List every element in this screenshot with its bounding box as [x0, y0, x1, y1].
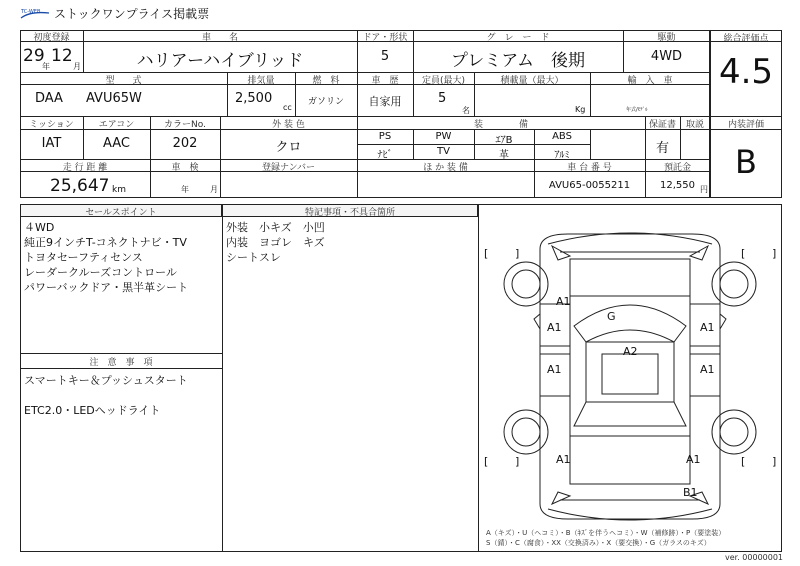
overall-score: 4.5: [718, 52, 774, 92]
label-other-equip: ほ か 装 備: [423, 163, 468, 173]
damage-mark: A1: [547, 363, 562, 376]
label-deposit: 預託金: [663, 163, 691, 173]
deposit-value: 12,550: [660, 180, 695, 191]
equip-abs: ABS: [552, 131, 572, 142]
drive-value: 4WD: [650, 49, 683, 64]
damage-mark: B1: [683, 486, 698, 499]
label-model: 型 式: [105, 76, 142, 86]
doors-value: 5: [380, 49, 390, 64]
sales-line: パワーバックドア・黒半革シート: [24, 281, 189, 294]
label-mission: ミッション: [29, 120, 74, 130]
label-overall-score: 総合評価点: [723, 34, 769, 44]
notes-line: 内装 ヨゴレ キズ: [226, 236, 325, 249]
damage-mark: A1: [556, 453, 571, 466]
load-unit: Kg: [575, 105, 586, 114]
notes-label: 特記事項・不具合箇所: [304, 208, 395, 218]
reg-year-unit: 年: [42, 62, 50, 71]
history-value: 自家用: [368, 95, 402, 108]
bracket-close: ]: [772, 247, 777, 260]
mission-value: IAT: [41, 136, 62, 151]
color-no-value: 202: [172, 136, 198, 151]
reg-month: 12: [51, 46, 73, 66]
damage-mark: A2: [623, 345, 638, 358]
chassis-value: AVU65-0055211: [548, 180, 631, 191]
damage-mark: A1: [700, 363, 715, 376]
page-title: ストックワンプライス掲載票: [54, 7, 210, 21]
sales-line: ４WD: [24, 221, 55, 234]
mileage-value: 25,647: [50, 176, 110, 196]
displacement-value: 2,500: [235, 91, 273, 106]
bracket-close: ]: [515, 455, 520, 468]
equip-ps: PS: [378, 131, 392, 142]
bracket-open: [: [484, 455, 489, 468]
logo-text: TC-WEB: [21, 9, 41, 15]
sales-label: セールスポイント: [85, 208, 157, 218]
version-label: ver. 00000001: [725, 553, 784, 562]
label-first-reg: 初度登録: [33, 33, 70, 43]
label-history: 車 歴: [371, 76, 399, 86]
sales-line: レーダークルーズコントロール: [24, 266, 177, 279]
aircon-value: AAC: [103, 136, 130, 151]
label-capacity: 定員(最大): [421, 76, 466, 86]
car-name: ハリアーハイブリッド: [136, 51, 304, 71]
equip-airbag: ｴｱB: [495, 135, 513, 146]
caution-label: 注 意 事 項: [89, 358, 153, 368]
damage-mark: G: [607, 310, 616, 323]
damage-mark: A1: [547, 321, 562, 334]
legend-line: A（キズ）・U（ヘコミ）・B（ｷｽﾞを伴うヘコミ）・W（補修跡）・P（要塗装）: [486, 529, 726, 537]
bracket-close: ]: [772, 455, 777, 468]
label-aircon: エアコン: [98, 120, 135, 130]
label-grade: グ レ ー ド: [486, 33, 550, 43]
insp-year-unit: 年: [181, 185, 189, 194]
ext-color-value: クロ: [275, 140, 302, 155]
insp-month-unit: 月: [210, 185, 218, 194]
label-ext-color: 外 装 色: [272, 120, 305, 130]
label-plate: 登録ナンバー: [262, 163, 315, 173]
label-warranty: 保証書: [648, 120, 676, 130]
caution-line: ETC2.0・LEDヘッドライト: [24, 404, 161, 417]
label-equipment: 装 備: [473, 120, 528, 130]
car-damage-diagram: [478, 204, 782, 552]
warranty-value: 有: [655, 141, 669, 156]
label-color-no: カラーNo.: [164, 120, 206, 130]
bracket-open: [: [741, 455, 746, 468]
label-fuel: 燃 料: [312, 76, 340, 86]
reg-year: 29: [23, 46, 45, 66]
bracket-open: [: [484, 247, 489, 260]
interior-score: B: [735, 143, 757, 181]
label-mileage: 走 行 距 離: [62, 163, 108, 173]
fuel-value: ガソリン: [307, 97, 344, 107]
label-interior-score: 内装評価: [727, 120, 764, 130]
reg-month-unit: 月: [73, 62, 81, 71]
km-unit: km: [112, 185, 126, 195]
sales-line: トヨタセーフティセンス: [24, 251, 143, 264]
notes-line: シートスレ: [226, 251, 281, 264]
label-manual: 取説: [685, 120, 704, 130]
label-doors: ドア・形状: [362, 33, 408, 43]
label-import: 輸 入 車: [627, 76, 673, 86]
equip-leather: 革: [499, 150, 509, 161]
equip-navi: ﾅﾋﾞ: [377, 150, 393, 161]
damage-mark: A1: [556, 295, 571, 308]
model-prefix: DAA: [35, 91, 63, 106]
equip-tv: TV: [437, 146, 450, 157]
capacity-value: 5: [438, 91, 447, 106]
grade-value: プレミアム 後期: [450, 51, 586, 71]
caution-line: スマートキー＆プッシュスタート: [24, 374, 188, 387]
equip-alloy: ｱﾙﾐ: [554, 150, 570, 161]
label-load: 積載量（最大）: [500, 76, 564, 86]
label-displacement: 排気量: [247, 76, 275, 86]
model-value: AVU65W: [86, 91, 142, 106]
sales-line: 純正9インチT-コネクトナビ・TV: [24, 236, 187, 249]
label-drive: 駆動: [657, 33, 676, 43]
logo: [20, 6, 50, 17]
label-car-name: 車 名: [201, 33, 238, 43]
damage-mark: A1: [686, 453, 701, 466]
damage-mark: A1: [700, 321, 715, 334]
cc-unit: cc: [283, 103, 292, 112]
capacity-unit: 名: [462, 106, 470, 115]
bracket-close: ]: [515, 247, 520, 260]
label-chassis: 車 台 番 号: [567, 163, 612, 173]
bracket-open: [: [741, 247, 746, 260]
yen-unit: 円: [700, 185, 708, 194]
notes-line: 外装 小キズ 小凹: [226, 221, 325, 234]
legend-line: S（錆）・C（腐食）・XX（交換済み）・X（要交換）・G（ガラスのキズ）: [486, 539, 711, 547]
label-inspection: 車 検: [171, 163, 199, 173]
import-note: 年式/ﾓﾃﾞﾙ: [626, 107, 648, 113]
equip-pw: PW: [435, 131, 452, 142]
